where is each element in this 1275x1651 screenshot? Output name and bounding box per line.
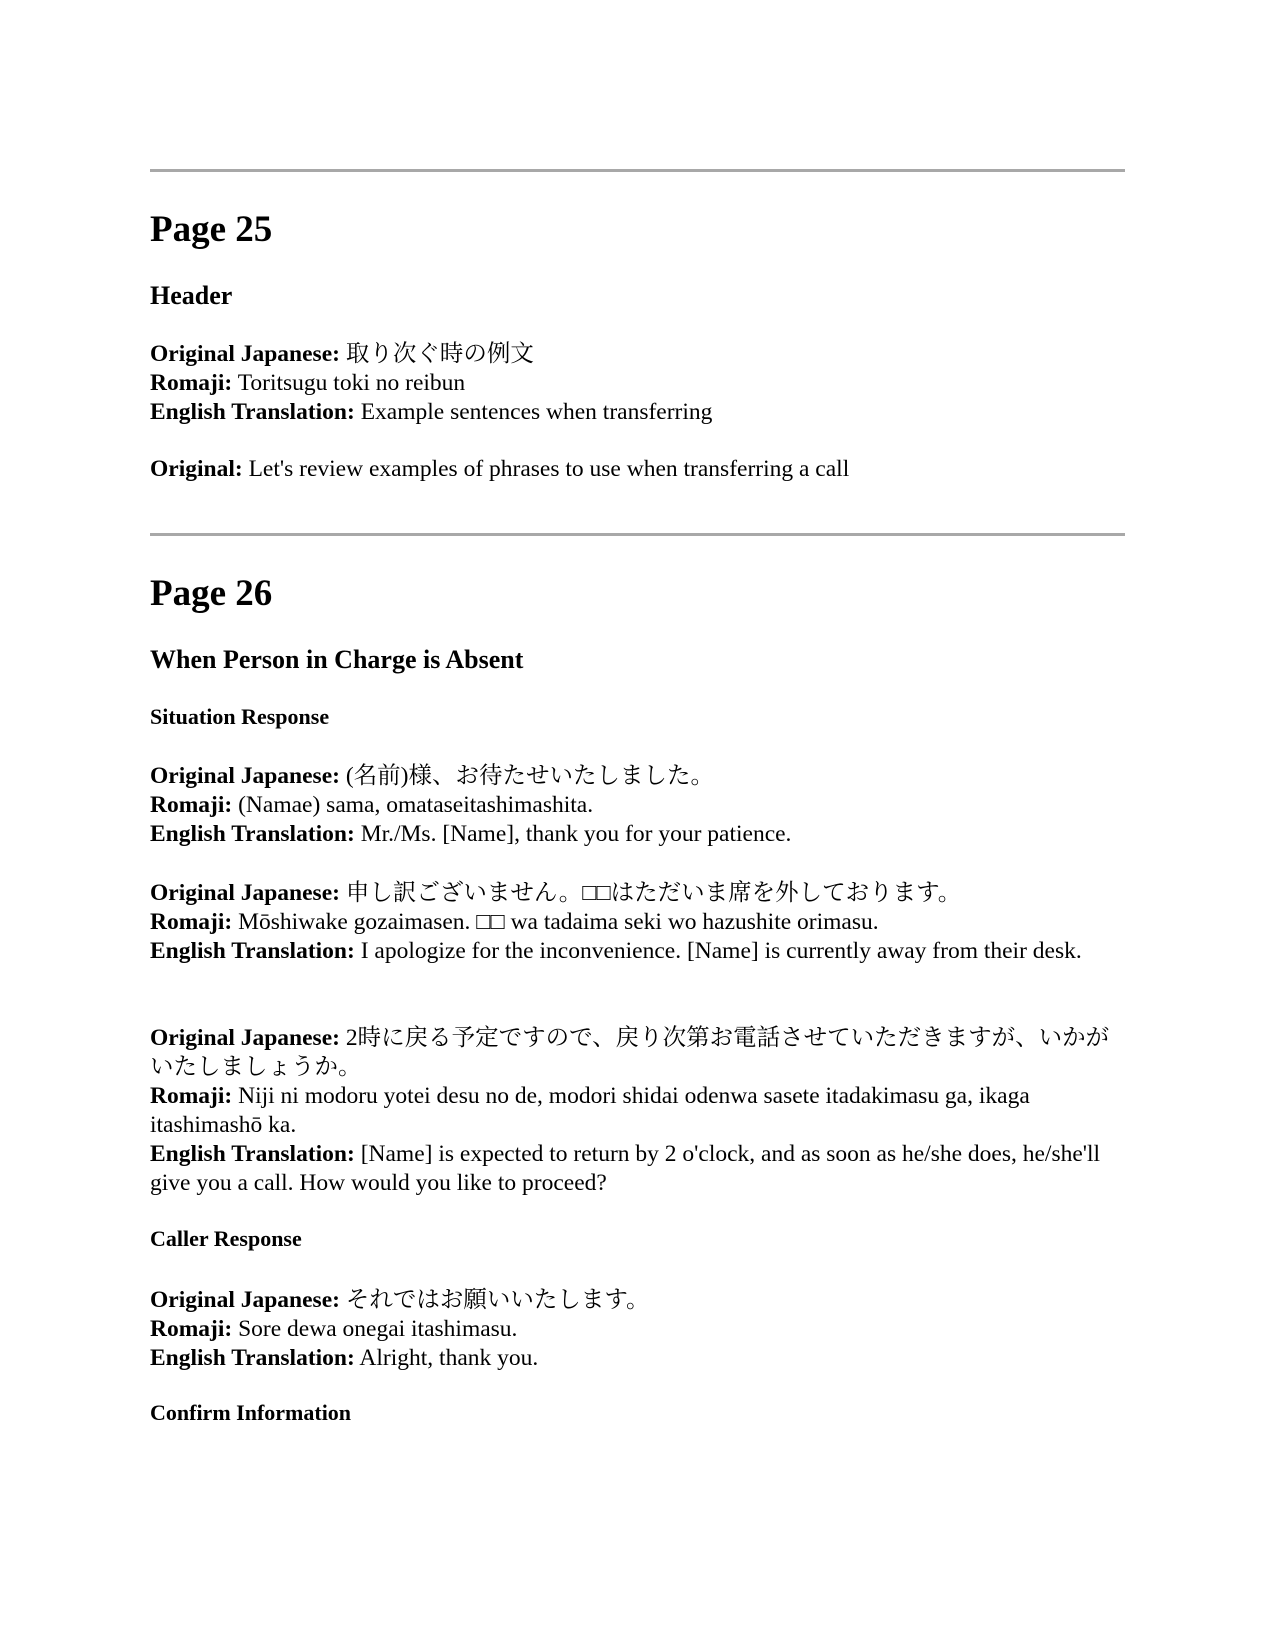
translation-entry xyxy=(150,1286,1125,1373)
section-heading: Header xyxy=(150,281,233,310)
label-romaji: Romaji: xyxy=(150,909,233,935)
english-text: [Name] is expected to return by 2 o'clock, and as soon as he/she does, he/she'll give you a call. How would you like to proceed? xyxy=(150,1141,1101,1196)
translation-entry xyxy=(150,340,1125,427)
romaji-text: Sore dewa onegai itashimasu. xyxy=(238,1316,518,1342)
japanese-line xyxy=(150,762,1125,791)
page-title: Page 25 xyxy=(150,209,273,250)
japanese-line xyxy=(150,1024,1125,1082)
english-line xyxy=(150,1344,1125,1373)
section-heading: When Person in Charge is Absent xyxy=(150,645,524,674)
english-line xyxy=(150,937,1125,966)
japanese-line xyxy=(150,1286,1125,1315)
label-japanese: Original Japanese: xyxy=(150,1287,340,1313)
subsection-heading: Confirm Information xyxy=(150,1400,352,1425)
label-japanese: Original Japanese: xyxy=(150,763,340,789)
label-english: English Translation: xyxy=(150,821,355,847)
label-english: English Translation: xyxy=(150,399,355,425)
label-japanese: Original Japanese: xyxy=(150,880,340,906)
romaji-line xyxy=(150,908,1125,937)
label-english: English Translation: xyxy=(150,938,355,964)
romaji-text: (Namae) sama, omataseitashimashita. xyxy=(238,792,594,818)
english-text: Alright, thank you. xyxy=(359,1345,539,1371)
english-line xyxy=(150,1140,1125,1198)
label-original: Original: xyxy=(150,456,243,482)
english-line xyxy=(150,820,1125,849)
translation-entry xyxy=(150,1024,1125,1198)
page-title: Page 26 xyxy=(150,573,273,614)
romaji-line xyxy=(150,369,1125,398)
romaji-text: Toritsugu toki no reibun xyxy=(237,370,466,396)
label-romaji: Romaji: xyxy=(150,792,233,818)
label-romaji: Romaji: xyxy=(150,1316,233,1342)
subsection-heading: Situation Response xyxy=(150,704,330,729)
english-line xyxy=(150,398,1125,427)
english-text: I apologize for the inconvenience. [Name] is currently away from their desk. xyxy=(360,938,1082,964)
subsection-heading: Caller Response xyxy=(150,1226,302,1251)
romaji-text: Mōshiwake gozaimasen. □□ wa tadaima seki wo hazushite orimasu. xyxy=(238,909,879,935)
label-japanese: Original Japanese: xyxy=(150,341,340,367)
japanese-text: それではお願いいたします。 xyxy=(345,1287,650,1313)
page-divider xyxy=(150,533,1125,536)
romaji-line xyxy=(150,1315,1125,1344)
japanese-line xyxy=(150,879,1125,908)
label-romaji: Romaji: xyxy=(150,370,233,396)
label-english: English Translation: xyxy=(150,1345,355,1371)
japanese-text: 申し訳ございません。□□はただいま席を外しております。 xyxy=(345,880,962,906)
label-japanese: Original Japanese: xyxy=(150,1025,340,1051)
translation-entry xyxy=(150,879,1125,966)
english-text: Example sentences when transferring xyxy=(360,399,713,425)
label-romaji: Romaji: xyxy=(150,1083,233,1109)
original-text: Let's review examples of phrases to use when transferring a call xyxy=(248,456,850,482)
label-english: English Translation: xyxy=(150,1141,355,1167)
japanese-text: (名前)様、お待たせいたしました。 xyxy=(345,763,714,789)
japanese-text: 2時に戻る予定ですので、戻り次第お電話させていただきますが、いかがいたしましょうか。 xyxy=(150,1025,1110,1080)
japanese-line xyxy=(150,340,1125,369)
translation-entry xyxy=(150,762,1125,849)
japanese-text: 取り次ぐ時の例文 xyxy=(345,341,534,367)
original-line xyxy=(150,455,1125,484)
romaji-line xyxy=(150,791,1125,820)
romaji-line xyxy=(150,1082,1125,1140)
page-divider xyxy=(150,169,1125,172)
romaji-text: Niji ni modoru yotei desu no de, modori shidai odenwa sasete itadakimasu ga, ikaga itashimashō ka. xyxy=(150,1083,1030,1138)
english-text: Mr./Ms. [Name], thank you for your patience. xyxy=(360,821,792,847)
